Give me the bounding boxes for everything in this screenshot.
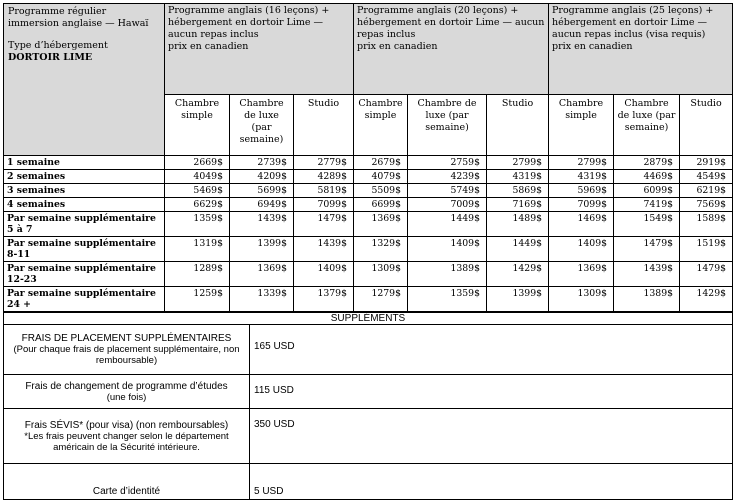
table-row (4, 156, 733, 170)
price-rows (4, 156, 733, 312)
table-row (4, 198, 733, 212)
supplement-label: Frais SÉVIS* (pour visa) (non remboursables) (24, 419, 229, 431)
price-cell: 5819$ (294, 184, 354, 198)
column-header: Studio (294, 95, 354, 156)
price-cell: 7099$ (549, 198, 614, 212)
price-cell: 1469$ (549, 212, 614, 237)
price-cell: 1389$ (614, 287, 680, 312)
accommodation-name: DORTOIR LIME (8, 52, 93, 63)
price-cell: 1309$ (354, 262, 408, 287)
price-cell: 5869$ (487, 184, 549, 198)
row-label: Par semaine supplémentaire 8-11 (4, 237, 165, 262)
row-label: 1 semaine (4, 156, 165, 170)
price-cell: 5749$ (408, 184, 487, 198)
price-cell: 4049$ (165, 170, 230, 184)
price-cell: 4469$ (614, 170, 680, 184)
price-cell: 4289$ (294, 170, 354, 184)
supplement-label: Carte d’identité (92, 486, 161, 497)
price-cell: 2779$ (294, 156, 354, 170)
program-header-16: Programme anglais (16 leçons) + hébergement en dortoir Lime — aucun repas inclus prix en canadien (165, 4, 354, 95)
supplements-title: SUPPLÉMENTS (4, 313, 733, 325)
supplement-description (4, 464, 250, 500)
price-cell: 1329$ (354, 237, 408, 262)
price-cell: 2739$ (230, 156, 294, 170)
price-cell: 1479$ (680, 262, 733, 287)
table-row (4, 237, 733, 262)
price-cell: 1479$ (294, 212, 354, 237)
price-cell: 4209$ (230, 170, 294, 184)
supplement-note: (Pour chaque frais de placement supplémentaire, non remboursable) (13, 344, 240, 366)
price-cell: 1479$ (614, 237, 680, 262)
program-header-20: Programme anglais (20 leçons) + hébergement en dortoir Lime — aucun repas inclus prix en canadien (354, 4, 549, 95)
supplements-rows (4, 325, 733, 500)
price-cell: 1549$ (614, 212, 680, 237)
price-cell: 1369$ (230, 262, 294, 287)
table-row (4, 262, 733, 287)
price-cell: 2879$ (614, 156, 680, 170)
price-cell: 2679$ (354, 156, 408, 170)
row-label: Par semaine supplémentaire 12-23 (4, 262, 165, 287)
column-header: Chambre de luxe (par semaine) (408, 95, 487, 156)
supplement-description (4, 325, 250, 375)
price-cell: 4079$ (354, 170, 408, 184)
price-cell: 5469$ (165, 184, 230, 198)
supplement-price: 115 USD (250, 375, 733, 409)
column-header: Chambre simple (549, 95, 614, 156)
price-cell: 1429$ (487, 262, 549, 287)
table-row (4, 170, 733, 184)
price-cell: 1489$ (487, 212, 549, 237)
price-cell: 1409$ (294, 262, 354, 287)
row-label: 4 semaines (4, 198, 165, 212)
row-label: 3 semaines (4, 184, 165, 198)
supplement-note: *Les frais peuvent changer selon le département américain de la Sécurité intérieure. (24, 430, 229, 453)
price-cell: 1339$ (230, 287, 294, 312)
price-cell: 1439$ (294, 237, 354, 262)
price-cell: 1409$ (408, 237, 487, 262)
program-name: Programme régulier immersion anglaise — Hawaï (8, 6, 149, 29)
price-cell: 7009$ (408, 198, 487, 212)
price-cell: 1359$ (408, 287, 487, 312)
price-cell: 2799$ (549, 156, 614, 170)
price-document (3, 3, 732, 500)
price-cell: 6629$ (165, 198, 230, 212)
price-cell: 1409$ (549, 237, 614, 262)
price-table (3, 3, 733, 312)
price-cell: 1399$ (487, 287, 549, 312)
price-cell: 1279$ (354, 287, 408, 312)
program-header-25: Programme anglais (25 leçons) + hébergement en dortoir Lime — aucun repas inclus (visa requis) prix en canadien (549, 4, 733, 95)
price-cell: 1449$ (408, 212, 487, 237)
row-label: 2 semaines (4, 170, 165, 184)
price-cell: 7169$ (487, 198, 549, 212)
price-cell: 1439$ (614, 262, 680, 287)
price-cell: 1369$ (549, 262, 614, 287)
price-cell: 1449$ (487, 237, 549, 262)
price-cell: 1429$ (680, 287, 733, 312)
price-cell: 1399$ (230, 237, 294, 262)
price-cell: 1589$ (680, 212, 733, 237)
price-cell: 6219$ (680, 184, 733, 198)
price-cell: 2669$ (165, 156, 230, 170)
price-cell: 7569$ (680, 198, 733, 212)
price-cell: 2759$ (408, 156, 487, 170)
row-label: Par semaine supplémentaire 24 + (4, 287, 165, 312)
supplements-table (3, 312, 733, 500)
supplement-label: Frais de changement de programme d’études (25, 380, 228, 392)
price-cell: 1359$ (165, 212, 230, 237)
supplement-row (4, 409, 733, 464)
price-cell: 7419$ (614, 198, 680, 212)
supplement-description (4, 375, 250, 409)
price-cell: 1519$ (680, 237, 733, 262)
price-cell: 4549$ (680, 170, 733, 184)
table-row (4, 212, 733, 237)
supplement-price: 165 USD (250, 325, 733, 375)
supplement-description (4, 409, 250, 464)
row-label: Par semaine supplémentaire 5 à 7 (4, 212, 165, 237)
supplement-price: 350 USD (250, 409, 733, 464)
price-cell: 1379$ (294, 287, 354, 312)
price-cell: 7099$ (294, 198, 354, 212)
table-header-program-type (4, 4, 165, 156)
column-header: Studio (487, 95, 549, 156)
price-cell: 2799$ (487, 156, 549, 170)
price-cell: 1289$ (165, 262, 230, 287)
supplement-row (4, 375, 733, 409)
supplement-label: FRAIS DE PLACEMENT SUPPLÉMENTAIRES (21, 333, 232, 344)
supplement-row (4, 464, 733, 500)
supplement-row (4, 325, 733, 375)
price-cell: 6699$ (354, 198, 408, 212)
price-cell: 4319$ (549, 170, 614, 184)
price-cell: 1309$ (549, 287, 614, 312)
price-cell: 6949$ (230, 198, 294, 212)
price-cell: 2919$ (680, 156, 733, 170)
supplement-note: (une fois) (106, 391, 147, 403)
column-header: Studio (680, 95, 733, 156)
price-cell: 5699$ (230, 184, 294, 198)
table-row (4, 184, 733, 198)
column-header: Chambre de luxe (par semaine) (230, 95, 294, 156)
price-cell: 4319$ (487, 170, 549, 184)
column-header: Chambre de luxe (par semaine) (614, 95, 680, 156)
price-cell: 1319$ (165, 237, 230, 262)
price-cell: 1369$ (354, 212, 408, 237)
column-header: Chambre simple (165, 95, 230, 156)
accommodation-type-label: Type d’hébergement (8, 40, 108, 51)
supplement-price: 5 USD (250, 464, 733, 500)
price-cell: 1439$ (230, 212, 294, 237)
price-cell: 1259$ (165, 287, 230, 312)
price-cell: 5969$ (549, 184, 614, 198)
column-header: Chambre simple (354, 95, 408, 156)
price-cell: 5509$ (354, 184, 408, 198)
table-row (4, 287, 733, 312)
price-cell: 4239$ (408, 170, 487, 184)
price-cell: 1389$ (408, 262, 487, 287)
price-cell: 6099$ (614, 184, 680, 198)
